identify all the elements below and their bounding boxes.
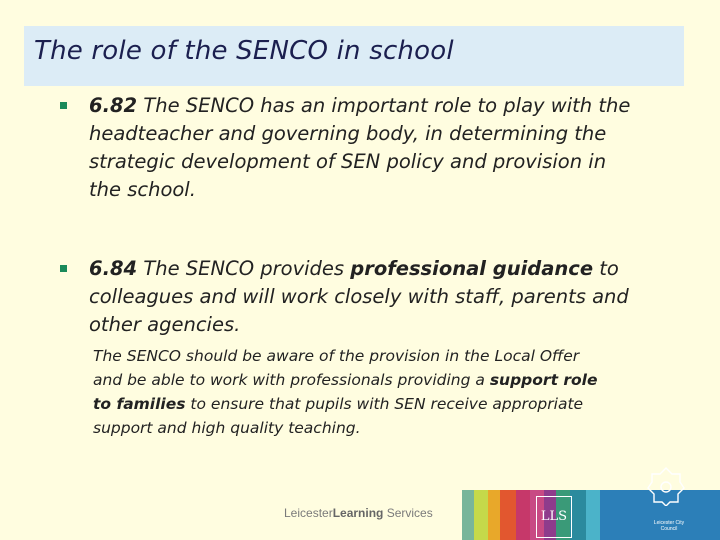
note-text-segment: to ensure that pupils with SEN receive appropriate (185, 395, 584, 413)
council-label: Leicester City Council (653, 520, 685, 532)
note-line (93, 392, 685, 416)
footer-brand-bold: Learning (332, 506, 384, 520)
bullet-text-segment: The SENCO has an important role to play with the (137, 94, 631, 117)
footer-stripe (570, 490, 586, 540)
bullet-text-segment: to (593, 257, 619, 280)
emphasis-text: support role (489, 371, 598, 389)
bullet-text-segment: The SENCO provides (137, 257, 351, 280)
bullet-text (89, 92, 684, 204)
paragraph-number: 6.84 (89, 257, 138, 280)
footer-stripe (586, 490, 600, 540)
emphasis-text: to families (93, 395, 186, 413)
footer-stripe (516, 490, 530, 540)
bullet-6-84 (60, 255, 680, 345)
bullet-6-82 (60, 92, 680, 212)
title-band (24, 26, 684, 86)
note-line (93, 368, 685, 392)
paragraph-number: 6.82 (89, 94, 138, 117)
bullet-line (89, 255, 684, 283)
sub-note (93, 344, 685, 440)
slide-title: The role of the SENCO in school (34, 36, 454, 66)
footer-stripe (462, 490, 474, 540)
bullet-line: other agencies. (89, 313, 241, 336)
bullet-marker (60, 102, 67, 109)
bullet-marker (60, 265, 67, 272)
note-text-segment: and be able to work with professionals providing a (93, 371, 490, 389)
footer-brand-part: Leicester (284, 506, 333, 520)
footer-stripe (488, 490, 500, 540)
lls-logo: LLS (536, 496, 572, 538)
bullet-line: the school. (89, 178, 196, 201)
bullet-line: headteacher and governing body, in determining the (89, 122, 607, 145)
bullet-line: strategic development of SEN policy and provision in (89, 150, 607, 173)
footer-stripe (474, 490, 488, 540)
footer-brand (284, 506, 433, 520)
emphasis-text: professional guidance (350, 257, 594, 280)
bullet-line: colleagues and will work closely with staff, parents and (89, 285, 629, 308)
bullet-text (89, 255, 684, 339)
council-flower-logo-icon (646, 466, 686, 506)
footer-brand-part: Services (386, 506, 433, 520)
bullet-line (89, 92, 684, 120)
note-line: The SENCO should be aware of the provision in the Local Offer (93, 347, 580, 365)
note-line: support and high quality teaching. (93, 419, 361, 437)
footer-stripe (500, 490, 516, 540)
